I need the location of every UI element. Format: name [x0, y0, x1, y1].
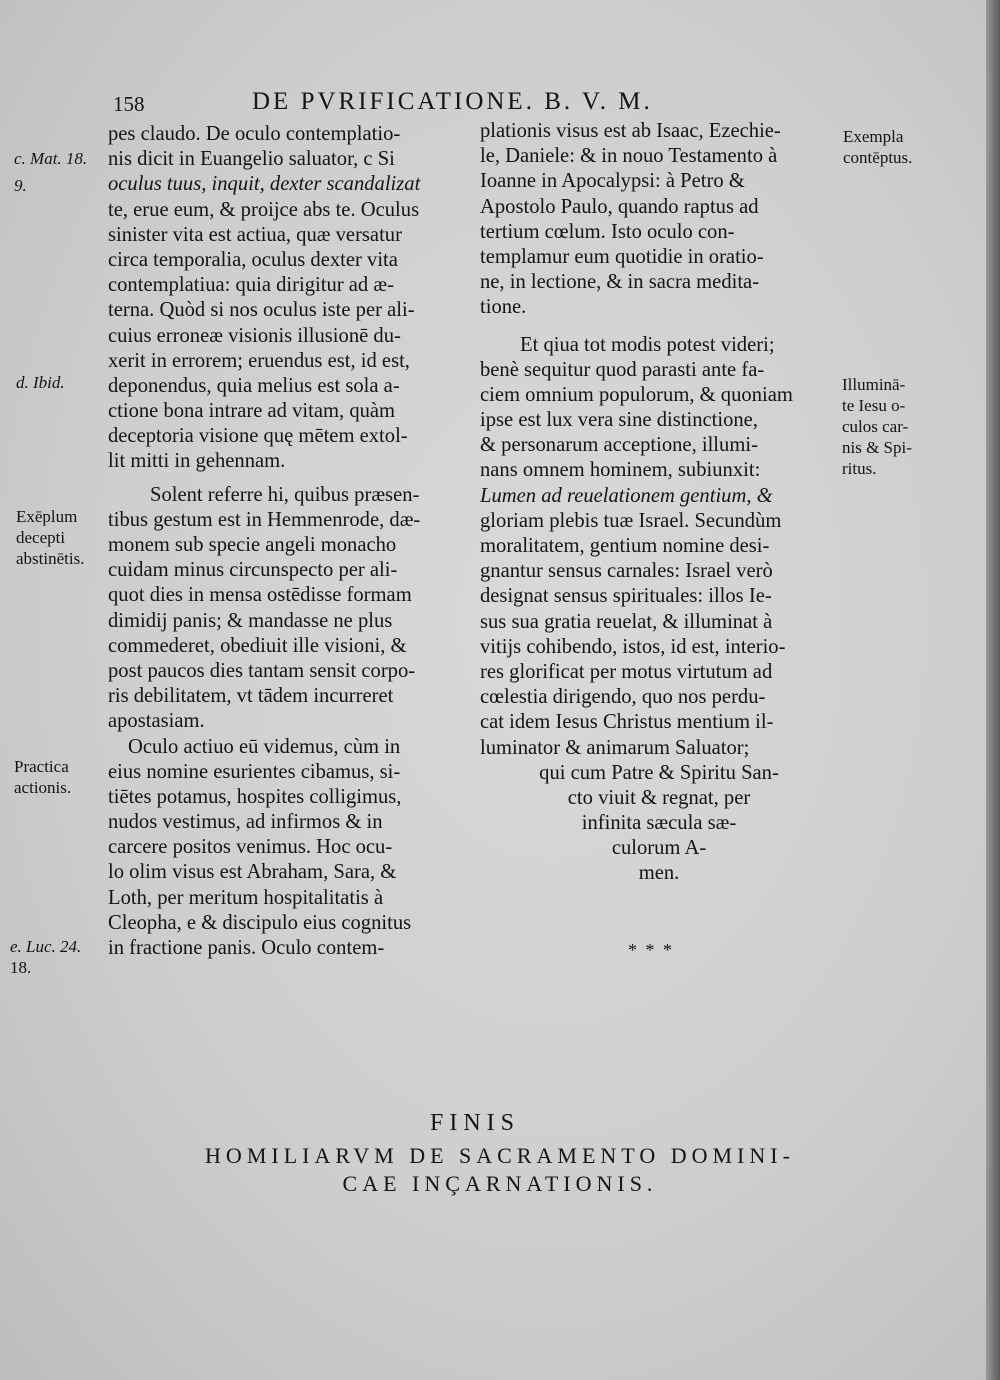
text-line: Ioanne in Apocalypsi: à Petro &: [480, 170, 745, 193]
text-line: vitijs cohibendo, istos, id est, interio-: [480, 635, 786, 658]
text-line: apostasiam.: [108, 710, 205, 733]
margin-line: d. Ibid.: [16, 373, 65, 392]
text-line: deceptoria visione quę mētem extol-: [108, 425, 408, 448]
text-line: tibus gestum est in Hemmenrode, dæ-: [108, 508, 421, 531]
margin-line: 9.: [14, 176, 27, 195]
text-line: xerit in errorem; eruendus est, id est,: [108, 349, 410, 372]
finis-title: FINIS: [429, 1110, 520, 1136]
text-line: tiētes potamus, hospites colligimus,: [108, 785, 402, 808]
colophon: [0, 1110, 1000, 1197]
text-line: dimidij panis; & mandasse ne plus: [108, 609, 393, 632]
text-line: cuius erroneæ visionis illusionē du-: [108, 324, 401, 347]
text-line: pes claudo. De oculo contemplatio-: [108, 123, 401, 145]
text-line: sus sua gratia reuelat, & illuminat à: [480, 610, 773, 633]
text-line: circa temporalia, oculus dexter vita: [108, 248, 398, 271]
text-line: Loth, per meritum hospitalitatis à: [108, 886, 384, 909]
margin-line: te Iesu o-: [842, 396, 906, 415]
text-line: Cleopha, e & discipulo eius cognitus: [108, 911, 412, 934]
margin-note-exemplum: [16, 506, 84, 569]
text-line: in fractione panis. Oculo contem-: [108, 937, 385, 959]
text-line: gloriam plebis tuæ Israel. Secundùm: [480, 509, 782, 532]
text-line: culorum A-: [611, 837, 707, 860]
margin-line: c. Mat. 18.: [14, 149, 88, 168]
left-text-column: [108, 122, 464, 961]
margin-line: 18.: [10, 958, 32, 977]
text-line: deponendus, quia melius est sola a-: [108, 374, 400, 397]
asterism-ornament: * * *: [628, 940, 674, 960]
margin-note-illuminante: [842, 374, 912, 479]
text-line: carcere positos venimus. Hoc ocu-: [108, 836, 393, 859]
text-line: tione.: [480, 296, 527, 319]
margin-note-practica: [14, 756, 71, 798]
margin-line: e. Luc. 24.: [10, 937, 82, 956]
text-line: sinister vita est actiua, quæ versatur: [108, 223, 402, 246]
text-line: lit mitti in gehennam.: [108, 450, 286, 473]
text-line: cto viuit & regnat, per: [567, 786, 751, 809]
text-line: lo olim visus est Abraham, Sara, &: [108, 861, 397, 884]
margin-line: Illuminā-: [842, 375, 906, 394]
text-line: eius nomine esurientes cibamus, si-: [108, 760, 401, 783]
margin-line: contēptus.: [843, 148, 913, 167]
text-line: cuidam minus circunspecto per ali-: [108, 559, 398, 582]
text-line: ne, in lectione, & in sacra medita-: [480, 271, 760, 294]
colophon-line: CAE INÇARNATIONIS.: [342, 1171, 658, 1196]
text-line: nudos vestimus, ad infirmos & in: [108, 811, 383, 834]
text-line: moralitatem, gentium nomine desi-: [480, 535, 770, 557]
text-line: monem sub specie angeli monacho: [108, 534, 397, 556]
text-line: terna. Quòd si nos oculus iste per ali-: [108, 299, 415, 322]
text-line: & personarum acceptione, illumi-: [480, 434, 758, 457]
text-line: gnantur sensus carnales: Israel verò: [480, 560, 773, 583]
margin-line: Exēplum: [16, 507, 78, 526]
colophon-line: HOMILIARVM DE SACRAMENTO DOMINI-: [205, 1143, 795, 1168]
margin-line: nis & Spi-: [842, 438, 912, 457]
margin-ref-luke: [10, 936, 81, 978]
text-line: ciem omnium populorum, & quoniam: [480, 383, 793, 406]
text-line: nans omnem hominem, subiunxit:: [480, 459, 761, 482]
text-line: infinita sæcula sæ-: [581, 812, 737, 835]
paragraph-gap: [480, 321, 838, 333]
text-line: cat idem Iesus Christus mentium il-: [480, 711, 774, 734]
margin-line: decepti: [16, 528, 66, 547]
text-line: benè sequitur quod parasti ante fa-: [480, 358, 765, 381]
margin-note-exempla: [843, 126, 912, 168]
text-line: ris debilitatem, vt tādem incurreret: [108, 685, 394, 708]
text-line: oculus tuus, inquit, dexter scandalizat: [108, 173, 421, 196]
text-line: Solent referre hi, quibus præsen-: [150, 483, 420, 506]
text-line: contemplatiua: quia dirigitur ad æ-: [108, 274, 394, 297]
margin-line: actionis.: [14, 778, 72, 797]
margin-line: abstinētis.: [16, 549, 85, 568]
text-line: qui cum Patre & Spiritu San-: [539, 761, 779, 784]
text-line: plationis visus est ab Isaac, Ezechie-: [480, 120, 781, 142]
margin-line: Exempla: [843, 127, 904, 146]
page-header: [0, 88, 1000, 120]
text-line: designat sensus spirituales: illos Ie-: [480, 585, 772, 608]
margin-line: Practica: [14, 757, 69, 776]
text-line: men.: [638, 862, 680, 885]
text-line: le, Daniele: & in nouo Testamento à: [480, 145, 778, 168]
text-line: te, erue eum, & proijce abs te. Oculus: [108, 198, 420, 221]
text-line: quot dies in mensa ostēdisse formam: [108, 584, 412, 607]
running-title: DE PVRIFICATIONE. B. V. M.: [252, 88, 653, 115]
text-line: cœlestia dirigendo, quo nos perdu-: [480, 686, 766, 709]
margin-line: culos car-: [842, 417, 909, 436]
margin-ref-matthew: [14, 148, 87, 196]
right-text-column: [480, 119, 838, 887]
text-line: Et qiua tot modis potest videri;: [520, 333, 775, 356]
text-line: templamur eum quotidie in oratio-: [480, 245, 764, 268]
margin-ref-ibid: [16, 372, 65, 393]
text-line: nis dicit in Euangelio saluator, c Si: [108, 148, 395, 171]
text-line: Lumen ad reuelationem gentium, &: [480, 484, 773, 507]
text-line: Oculo actiuo eū videmus, cùm in: [128, 735, 401, 758]
page-number: 158: [113, 92, 145, 116]
text-line: commederet, obediuit ille visioni, &: [108, 634, 407, 657]
margin-line: ritus.: [842, 459, 877, 478]
text-line: ctione bona intrare ad vitam, quàm: [108, 400, 396, 423]
text-line: luminator & animarum Saluator;: [480, 736, 750, 759]
text-line: Apostolo Paulo, quando raptus ad: [480, 195, 759, 218]
text-line: post paucos dies tantam sensit corpo-: [108, 659, 416, 682]
paragraph-gap: [108, 475, 464, 483]
text-line: ipse est lux vera sine distinctione,: [480, 409, 758, 432]
text-line: tertium cœlum. Isto oculo con-: [480, 220, 735, 243]
text-line: res glorificat per motus virtutum ad: [480, 660, 773, 683]
